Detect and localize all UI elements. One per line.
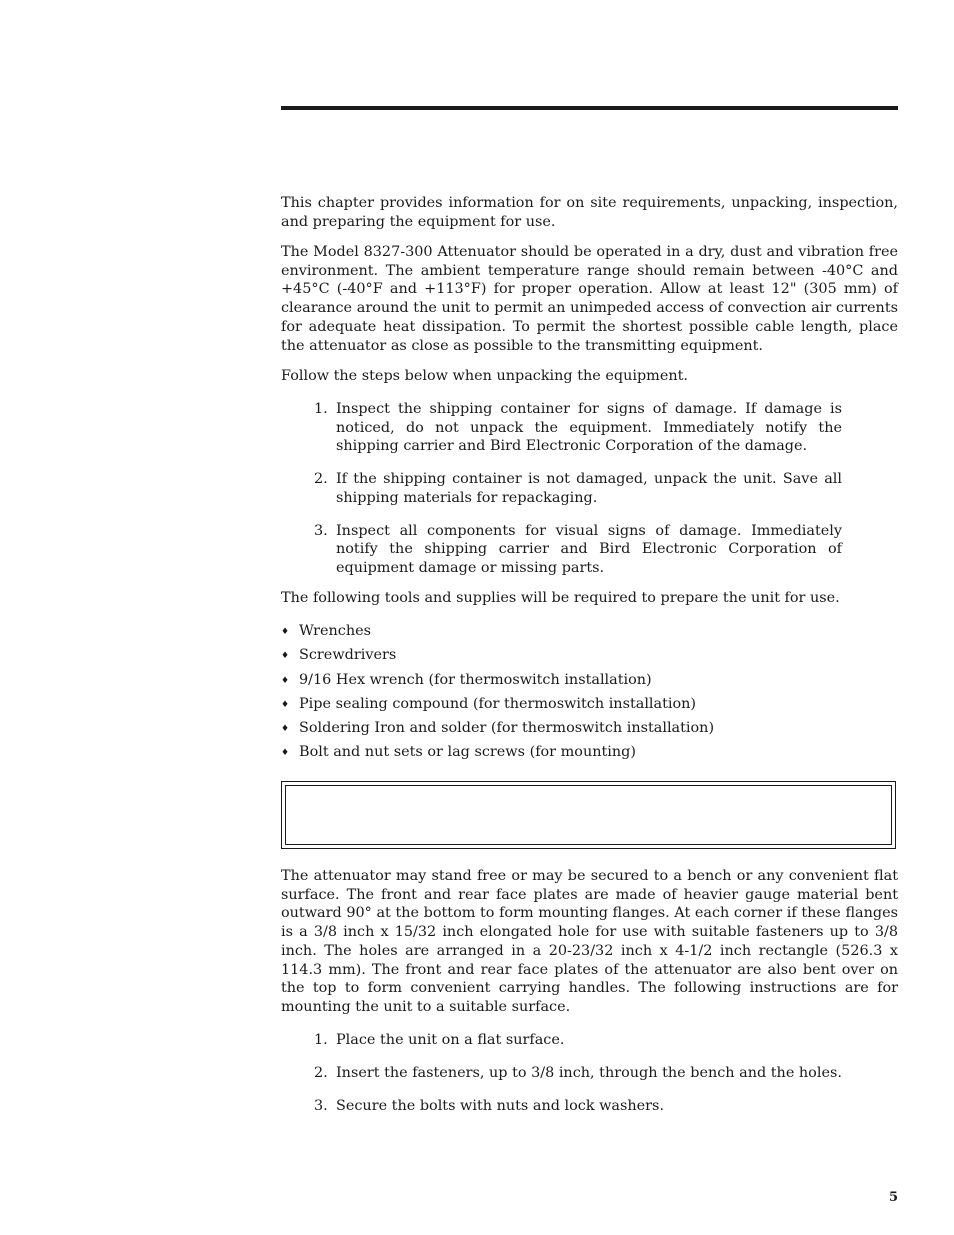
diamond-bullet-icon: ♦: [281, 699, 290, 710]
list-item: [314, 1097, 842, 1116]
page-number: 5: [888, 1190, 898, 1205]
tool-label: Pipe sealing compound (for thermoswitch installation): [299, 695, 697, 712]
tools-intro: The following tools and supplies will be required to prepare the unit for use.: [281, 590, 840, 606]
list-item: [314, 470, 842, 507]
list-item: [281, 695, 898, 719]
header-rule: [281, 106, 898, 110]
tool-label: Bolt and nut sets or lag screws (for mounting): [299, 744, 636, 761]
diamond-bullet-icon: ♦: [281, 724, 290, 735]
step-number: 3.: [314, 522, 328, 539]
step-text: Inspect the shipping container for signs of damage. If damage is noticed, do not unpack the equipment. Immediately notify the shipping carrier and Bird Electronic Corporation of the damage.: [336, 401, 842, 455]
site-requirements-paragraph: The Model 8327-300 Attenuator should be operated in a dry, dust and vibration free environment. The ambient temperature range should remain between -40°C and +45°C (-40°F and +113°F) for proper operation. Allow at least 12" (305 mm) of clearance around the unit to permit an unimpeded access of convection air currents for adequate heat dissipation. To permit the shortest possible cable length, place the attenuator as close as possible to the transmitting equipment.: [281, 244, 898, 354]
list-item: [314, 1064, 842, 1083]
list-item: [314, 1031, 842, 1050]
step-text: Insert the fasteners, up to 3/8 inch, through the bench and the holes.: [336, 1065, 842, 1081]
list-item: [281, 646, 898, 670]
list-item: [281, 622, 898, 646]
tool-label: Soldering Iron and solder (for thermoswitch installation): [299, 720, 715, 737]
mounting-paragraph: The attenuator may stand free or may be secured to a bench or any convenient flat surface. The front and rear face plates are made of heavier gauge material bent outward 90° at the bottom to form mounting flanges. At each corner if these flanges is a 3/8 inch x 15/32 inch elongated hole for use with suitable fasteners up to 3/8 inch. The holes are arranged in a 20-23/32 inch x 4-1/2 inch rectangle (526.3 x 114.3 mm). The front and rear face plates of the attenuator are also bent over on the top to form convenient carrying handles. The following instructions are for mounting the unit to a suitable surface.: [281, 868, 898, 1015]
step-number: 2.: [314, 1065, 328, 1081]
step-text: Inspect all components for visual signs of damage. Immediately notify the shipping carrier and Bird Electronic Corporation of equipment damage or missing parts.: [336, 522, 842, 576]
list-item: [314, 522, 842, 578]
step-text: Secure the bolts with nuts and lock washers.: [336, 1098, 665, 1114]
list-item: [281, 743, 898, 767]
step-text: Place the unit on a flat surface.: [336, 1032, 565, 1048]
step-number: 3.: [314, 1098, 328, 1114]
list-item: [281, 671, 898, 695]
tool-label: Screwdrivers: [299, 647, 397, 664]
tools-list: [281, 622, 898, 768]
step-number: 2.: [314, 471, 328, 488]
diamond-bullet-icon: ♦: [281, 748, 290, 759]
diamond-bullet-icon: ♦: [281, 651, 290, 662]
diamond-bullet-icon: ♦: [281, 675, 290, 686]
note-box: [281, 781, 896, 849]
step-number: 1.: [314, 401, 328, 417]
diamond-bullet-icon: ♦: [281, 627, 290, 637]
list-item: [314, 400, 842, 456]
intro-paragraph: This chapter provides information for on site requirements, unpacking, inspection, and preparing the equipment for use.: [281, 195, 898, 230]
tool-label: 9/16 Hex wrench (for thermoswitch installation): [299, 671, 652, 688]
step-number: 1.: [314, 1032, 328, 1048]
mounting-steps: [314, 1031, 842, 1116]
unpacking-steps: [314, 400, 842, 578]
note-box-inner-border: [285, 785, 892, 845]
unpacking-intro: Follow the steps below when unpacking the equipment.: [281, 368, 688, 384]
step-text: If the shipping container is not damaged, unpack the unit. Save all shipping materials for repackaging.: [336, 471, 842, 506]
tool-label: Wrenches: [299, 623, 372, 639]
list-item: [281, 719, 898, 743]
